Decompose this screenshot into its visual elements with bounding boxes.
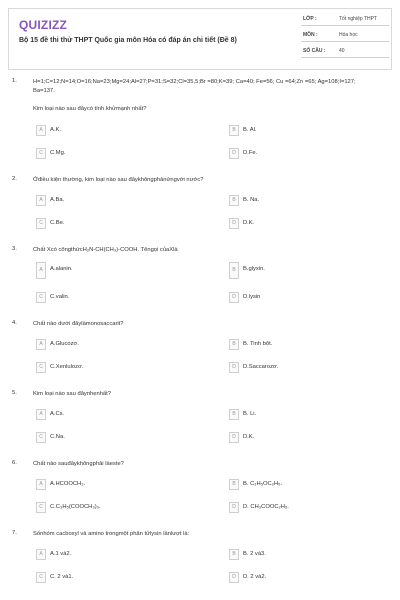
option-letter: C bbox=[36, 432, 46, 443]
meta-subject-value: Hóa học bbox=[339, 32, 358, 38]
option-text: C.Na. bbox=[50, 434, 65, 440]
option-text: A.Glucozơ. bbox=[50, 341, 79, 347]
option-letter: D bbox=[229, 148, 239, 159]
option-text: D.lysin bbox=[243, 294, 261, 300]
question-number: 4. bbox=[12, 320, 17, 326]
option-text: A.1 và2. bbox=[50, 551, 72, 557]
question-number: 5. bbox=[12, 390, 17, 396]
option-text: D.Saccarozơ. bbox=[243, 364, 279, 370]
option-text: A.Cs. bbox=[50, 411, 65, 417]
question-4 bbox=[12, 320, 390, 380]
question-number: 7. bbox=[12, 530, 17, 536]
meta-class-label: LỚP : bbox=[303, 16, 317, 22]
option-text: A.K. bbox=[50, 127, 61, 133]
option-text: B. C₂H₅OC₂H₅. bbox=[243, 481, 283, 487]
option-letter: C bbox=[36, 218, 46, 229]
worksheet-title: Bộ 15 đề thi thử THPT Quốc gia môn Hóa có đáp án chi tiết (Đề 8) bbox=[19, 37, 237, 44]
quizizz-logo: QUIZIZZ bbox=[19, 18, 68, 32]
option-letter: B bbox=[229, 339, 239, 350]
meta-count-value: 40 bbox=[339, 48, 345, 54]
option-letter: C bbox=[36, 292, 46, 303]
question-1 bbox=[12, 78, 390, 168]
option-letter: A bbox=[36, 125, 46, 136]
option-text: B. Al. bbox=[243, 127, 257, 133]
option-text: C. 2 và1. bbox=[50, 574, 74, 580]
option-text: C.Mg. bbox=[50, 150, 66, 156]
option-letter: D bbox=[229, 362, 239, 373]
question-text: Chất Xcó côngthứcH₂N-CH(CH₃)-COOH. Têngọi củaXlà bbox=[33, 247, 178, 253]
option-letter: B bbox=[229, 549, 239, 560]
meta-count-label: SỐ CÂU : bbox=[303, 48, 326, 54]
option-text: D. CH₃COOC₂H₅. bbox=[243, 504, 289, 510]
meta-subject-label: MÔN : bbox=[303, 32, 318, 38]
option-text: B. 2 và3. bbox=[243, 551, 266, 557]
question-number: 3. bbox=[12, 246, 17, 252]
option-letter: C bbox=[36, 362, 46, 373]
option-letter: D bbox=[229, 502, 239, 513]
question-text: Ởđiều kiện thường, kim loại nào sau đâykhôngphảnứngvới nước? bbox=[33, 177, 204, 183]
option-letter: D bbox=[229, 292, 239, 303]
question-5 bbox=[12, 390, 390, 450]
option-text: D.K. bbox=[243, 434, 255, 440]
question-number: 1. bbox=[12, 78, 17, 84]
option-text: A.HCOOCH₃. bbox=[50, 481, 86, 487]
option-text: A.Ba. bbox=[50, 197, 65, 203]
option-letter: B bbox=[229, 409, 239, 420]
question-text: Chất nào sauđâykhôngphải làeste? bbox=[33, 461, 124, 467]
option-letter: A bbox=[36, 195, 46, 206]
option-text: D. 2 và2. bbox=[243, 574, 267, 580]
meta-class-value: Tốt nghiệp THPT bbox=[339, 16, 377, 22]
question-number: 2. bbox=[12, 176, 17, 182]
question-6 bbox=[12, 460, 390, 520]
question-text: Kim loại nào sau đâynhẹnhất? bbox=[33, 391, 111, 397]
option-letter: D bbox=[229, 218, 239, 229]
option-text: A.alanin. bbox=[50, 266, 73, 272]
question-prompt: Kim loại nào sau đâycó tính khửmạnh nhất? bbox=[33, 106, 147, 112]
option-text: C.valin. bbox=[50, 294, 70, 300]
option-letter: D bbox=[229, 432, 239, 443]
worksheet-header bbox=[8, 8, 392, 70]
option-text: D.K. bbox=[243, 220, 255, 226]
option-text: B. Tinh bột. bbox=[243, 341, 273, 347]
question-7 bbox=[12, 530, 390, 590]
option-letter: A bbox=[36, 339, 46, 350]
option-text: B. Na. bbox=[243, 197, 260, 203]
option-letter: B bbox=[229, 125, 239, 136]
question-text: Chất nào dưới đâylàmonosaccarit? bbox=[33, 321, 124, 327]
option-letter: A bbox=[36, 479, 46, 490]
question-3 bbox=[12, 246, 390, 310]
option-letter: A bbox=[36, 262, 46, 279]
option-letter: B bbox=[229, 262, 239, 279]
question-2 bbox=[12, 176, 390, 236]
option-text: C.C₃H₅(COOCH₃)₃. bbox=[50, 504, 101, 510]
option-letter: A bbox=[36, 409, 46, 420]
meta-class-row bbox=[301, 14, 389, 26]
option-text: C.Be. bbox=[50, 220, 65, 226]
option-text: B.glyxin. bbox=[243, 266, 265, 272]
option-letter: C bbox=[36, 572, 46, 583]
option-letter: B bbox=[229, 195, 239, 206]
option-letter: A bbox=[36, 549, 46, 560]
meta-count-row bbox=[301, 46, 389, 58]
option-letter: C bbox=[36, 148, 46, 159]
option-text: B. Li. bbox=[243, 411, 257, 417]
question-text: H=1;C=12;N=14;O=16;Na=23;Mg=24;Al=27;P=31;S=32;Cl=35,5;Br =80;K=39; Ca=40; Fe=56; Cu =64;Zn =65; Ag=108;I=127; Ba=137. bbox=[33, 79, 356, 94]
question-number: 6. bbox=[12, 460, 17, 466]
option-text: C.Xenlulozơ. bbox=[50, 364, 84, 370]
option-letter: D bbox=[229, 572, 239, 583]
meta-subject-row bbox=[301, 30, 389, 42]
option-letter: B bbox=[229, 479, 239, 490]
option-letter: C bbox=[36, 502, 46, 513]
question-text: Sốnhóm cacboxyl và amino trongmột phân tửlysin lầnlượt là: bbox=[33, 531, 190, 537]
option-text: D.Fe. bbox=[243, 150, 258, 156]
